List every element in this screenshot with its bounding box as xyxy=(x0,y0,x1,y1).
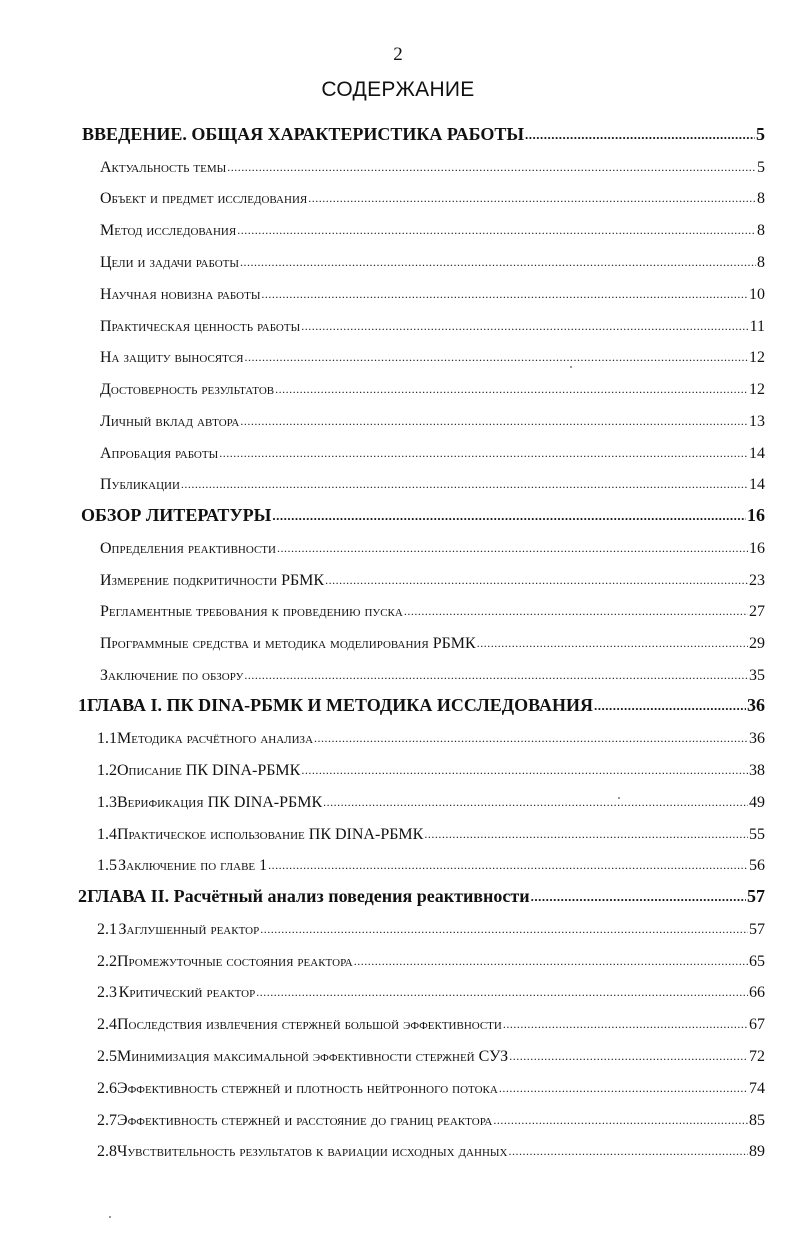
toc-entry-title: На защиту выносятся xyxy=(100,349,244,366)
toc-section-entry[interactable] xyxy=(97,978,765,1002)
toc-entry-title: Личный вклад автора xyxy=(100,413,240,430)
toc-entry-page: 85 xyxy=(749,1112,765,1129)
toc-section-entry[interactable] xyxy=(100,534,765,558)
toc-section-entry[interactable] xyxy=(100,248,765,272)
toc-entry-number: 1.4 xyxy=(97,826,117,843)
scan-speck xyxy=(618,797,620,799)
toc-chapter-entry[interactable] xyxy=(81,502,765,526)
toc-entry-number: 1.5 xyxy=(97,857,117,874)
toc-entry-title: Описание ПК DINA-РБМК xyxy=(117,762,301,779)
toc-dot-leader xyxy=(301,320,748,336)
toc-dot-leader xyxy=(531,890,746,907)
toc-entry-title: Критический реактор xyxy=(118,984,256,1001)
toc-section-entry[interactable] xyxy=(100,597,765,621)
toc-entry-title: Объект и предмет исследования xyxy=(100,190,308,207)
toc-entry-number: 1 xyxy=(78,695,87,715)
toc-dot-leader xyxy=(301,764,748,780)
toc-dot-leader xyxy=(275,383,748,399)
toc-section-entry[interactable] xyxy=(97,724,765,748)
toc-entry-title: Промежуточные состояния реактора xyxy=(117,953,353,970)
toc-entry-title: ВВЕДЕНИЕ. ОБЩАЯ ХАРАКТЕРИСТИКА РАБОТЫ xyxy=(82,124,525,144)
toc-section-entry[interactable] xyxy=(100,470,765,494)
toc-entry-title: Цели и задачи работы xyxy=(100,254,239,271)
toc-entry-title: ОБЗОР ЛИТЕРАТУРЫ xyxy=(81,505,272,525)
toc-section-entry[interactable] xyxy=(100,280,765,304)
toc-entry-title: Методика расчётного анализа xyxy=(117,730,314,747)
toc-entry-page: 65 xyxy=(749,953,765,970)
toc-entry-page: 49 xyxy=(749,794,765,811)
toc-entry-page: 35 xyxy=(749,667,765,684)
toc-entry-page: 56 xyxy=(749,857,765,874)
toc-entry-title: Метод исследования xyxy=(100,222,237,239)
toc-entry-title: Практическая ценность работы xyxy=(100,318,301,335)
toc-dot-leader xyxy=(404,605,748,621)
toc-entry-title: Чувствительность результатов к вариации исходных данных xyxy=(117,1143,508,1160)
toc-entry-title: ГЛАВА I. ПК DINA-РБМК И МЕТОДИКА ИССЛЕДОВАНИЯ xyxy=(87,695,594,715)
toc-entry-title: Заключение по обзору xyxy=(100,667,244,684)
toc-entry-title: Измерение подкритичности РБМК xyxy=(100,572,325,589)
toc-entry-page: 8 xyxy=(757,254,765,271)
toc-entry-title: Эффективность стержней и плотность нейтронного потока xyxy=(117,1080,498,1097)
toc-entry-page: 57 xyxy=(747,886,765,906)
toc-entry-title: Минимизация максимальной эффективности стержней СУЗ xyxy=(117,1048,509,1065)
toc-entry-title: Регламентные требования к проведению пуска xyxy=(100,603,403,620)
scan-speck xyxy=(109,1216,111,1218)
toc-dot-leader xyxy=(508,1145,748,1161)
toc-entry-page: 8 xyxy=(757,190,765,207)
toc-entry-page: 72 xyxy=(749,1048,765,1065)
toc-entry-page: 12 xyxy=(749,381,765,398)
toc-dot-leader xyxy=(261,288,748,304)
toc-entry-page: 38 xyxy=(749,762,765,779)
toc-section-entry[interactable] xyxy=(100,566,765,590)
toc-section-entry[interactable] xyxy=(97,1042,765,1066)
toc-dot-leader xyxy=(245,351,748,367)
toc-dot-leader xyxy=(219,447,748,463)
toc-section-entry[interactable] xyxy=(97,1010,765,1034)
toc-dot-leader xyxy=(354,955,748,971)
toc-dot-leader xyxy=(272,509,746,526)
toc-dot-leader xyxy=(525,128,755,145)
toc-section-entry[interactable] xyxy=(100,184,765,208)
toc-entry-page: 14 xyxy=(749,445,765,462)
toc-section-entry[interactable] xyxy=(97,851,765,875)
toc-entry-page: 89 xyxy=(749,1143,765,1160)
toc-entry-number: 2.8 xyxy=(97,1143,117,1160)
toc-section-entry[interactable] xyxy=(100,439,765,463)
toc-entry-number: 2.2 xyxy=(97,953,117,970)
toc-dot-leader xyxy=(499,1082,748,1098)
toc-section-entry[interactable] xyxy=(97,947,765,971)
scan-speck xyxy=(570,366,572,368)
toc-entry-title: Апробация работы xyxy=(100,445,219,462)
toc-dot-leader xyxy=(314,732,748,748)
toc-dot-leader xyxy=(277,542,748,558)
toc-entry-number: 2.1 xyxy=(97,921,117,938)
toc-dot-leader xyxy=(308,192,756,208)
toc-entry-number: 2.4 xyxy=(97,1016,117,1033)
toc-entry-page: 11 xyxy=(749,318,765,335)
toc-section-entry[interactable] xyxy=(100,407,765,431)
page-title: СОДЕРЖАНИЕ xyxy=(321,78,475,101)
toc-entry-title: Публикации xyxy=(100,476,180,493)
toc-entry-page: 36 xyxy=(747,695,765,715)
toc-entry-number: 1.1 xyxy=(97,730,117,747)
toc-dot-leader xyxy=(477,637,748,653)
toc-section-entry[interactable] xyxy=(97,756,765,780)
toc-entry-page: 14 xyxy=(749,476,765,493)
toc-dot-leader xyxy=(325,574,748,590)
toc-entry-number: 2.3 xyxy=(97,984,117,1001)
toc-entry-number: 2.6 xyxy=(97,1080,117,1097)
toc-entry-title: Научная новизна работы xyxy=(100,286,261,303)
toc-entry-number: 1.3 xyxy=(97,794,117,811)
toc-entry-number: 2.5 xyxy=(97,1048,117,1065)
toc-dot-leader xyxy=(493,1114,748,1130)
toc-section-entry[interactable] xyxy=(100,312,765,336)
toc-dot-leader xyxy=(256,986,748,1002)
toc-entry-page: 27 xyxy=(749,603,765,620)
toc-entry-page: 74 xyxy=(749,1080,765,1097)
toc-entry-page: 5 xyxy=(757,159,765,176)
toc-entry-page: 55 xyxy=(749,826,765,843)
toc-dot-leader xyxy=(244,669,748,685)
toc-entry-title: Последствия извлечения стержней большой эффективности xyxy=(117,1016,502,1033)
toc-section-entry[interactable] xyxy=(97,788,765,812)
toc-entry-title: Эффективность стержней и расстояние до границ реактора xyxy=(117,1112,493,1129)
toc-entry-page: 36 xyxy=(749,730,765,747)
toc-entry-page: 57 xyxy=(749,921,765,938)
toc-section-entry[interactable] xyxy=(100,216,765,240)
toc-entry-page: 29 xyxy=(749,635,765,652)
toc-entry-title: Верификация ПК DINA-РБМК xyxy=(117,794,323,811)
toc-dot-leader xyxy=(424,828,748,844)
toc-entry-page: 13 xyxy=(749,413,765,430)
toc-dot-leader xyxy=(181,478,748,494)
toc-section-entry[interactable] xyxy=(97,915,765,939)
toc-entry-title: Достоверность результатов xyxy=(100,381,275,398)
toc-dot-leader xyxy=(594,699,746,716)
toc-section-entry[interactable] xyxy=(100,375,765,399)
toc-entry-page: 16 xyxy=(747,505,765,525)
toc-entry-number: 1.2 xyxy=(97,762,117,779)
toc-section-entry[interactable] xyxy=(100,343,765,367)
toc-dot-leader xyxy=(509,1050,748,1066)
toc-chapter-entry[interactable] xyxy=(78,883,765,907)
toc-dot-leader xyxy=(240,256,756,272)
toc-dot-leader xyxy=(227,161,756,177)
toc-entry-page: 66 xyxy=(749,984,765,1001)
toc-entry-title: Программные средства и методика моделирования РБМК xyxy=(100,635,476,652)
toc-entry-page: 16 xyxy=(749,540,765,557)
toc-entry-title: Заключение по главе 1 xyxy=(118,857,268,874)
toc-dot-leader xyxy=(268,859,748,875)
page-number: 2 xyxy=(393,44,403,65)
toc-chapter-entry[interactable] xyxy=(82,121,765,145)
toc-entry-page: 5 xyxy=(756,124,765,144)
toc-section-entry[interactable] xyxy=(97,820,765,844)
toc-section-entry[interactable] xyxy=(100,629,765,653)
toc-entry-page: 23 xyxy=(749,572,765,589)
toc-dot-leader xyxy=(503,1018,748,1034)
toc-dot-leader xyxy=(323,796,748,812)
toc-dot-leader xyxy=(260,923,748,939)
toc-entry-title: ГЛАВА II. Расчётный анализ поведения реактивности xyxy=(87,886,530,906)
toc-section-entry[interactable] xyxy=(100,153,765,177)
toc-dot-leader xyxy=(240,415,748,431)
toc-entry-page: 12 xyxy=(749,349,765,366)
toc-entry-title: Практическое использование ПК DINA-РБМК xyxy=(117,826,424,843)
toc-section-entry[interactable] xyxy=(100,661,765,685)
toc-entry-title: Актуальность темы xyxy=(100,159,227,176)
toc-section-entry[interactable] xyxy=(97,1106,765,1130)
toc-entry-page: 67 xyxy=(749,1016,765,1033)
toc-section-entry[interactable] xyxy=(97,1137,765,1161)
toc-entry-number: 2 xyxy=(78,886,87,906)
toc-section-entry[interactable] xyxy=(97,1074,765,1098)
toc-dot-leader xyxy=(237,224,756,240)
toc-chapter-entry[interactable] xyxy=(78,692,765,716)
toc-entry-title: Заглушенный реактор xyxy=(118,921,260,938)
toc-entry-page: 8 xyxy=(757,222,765,239)
toc-entry-title: Определения реактивности xyxy=(100,540,276,557)
toc-entry-page: 10 xyxy=(749,286,765,303)
toc-entry-number: 2.7 xyxy=(97,1112,117,1129)
